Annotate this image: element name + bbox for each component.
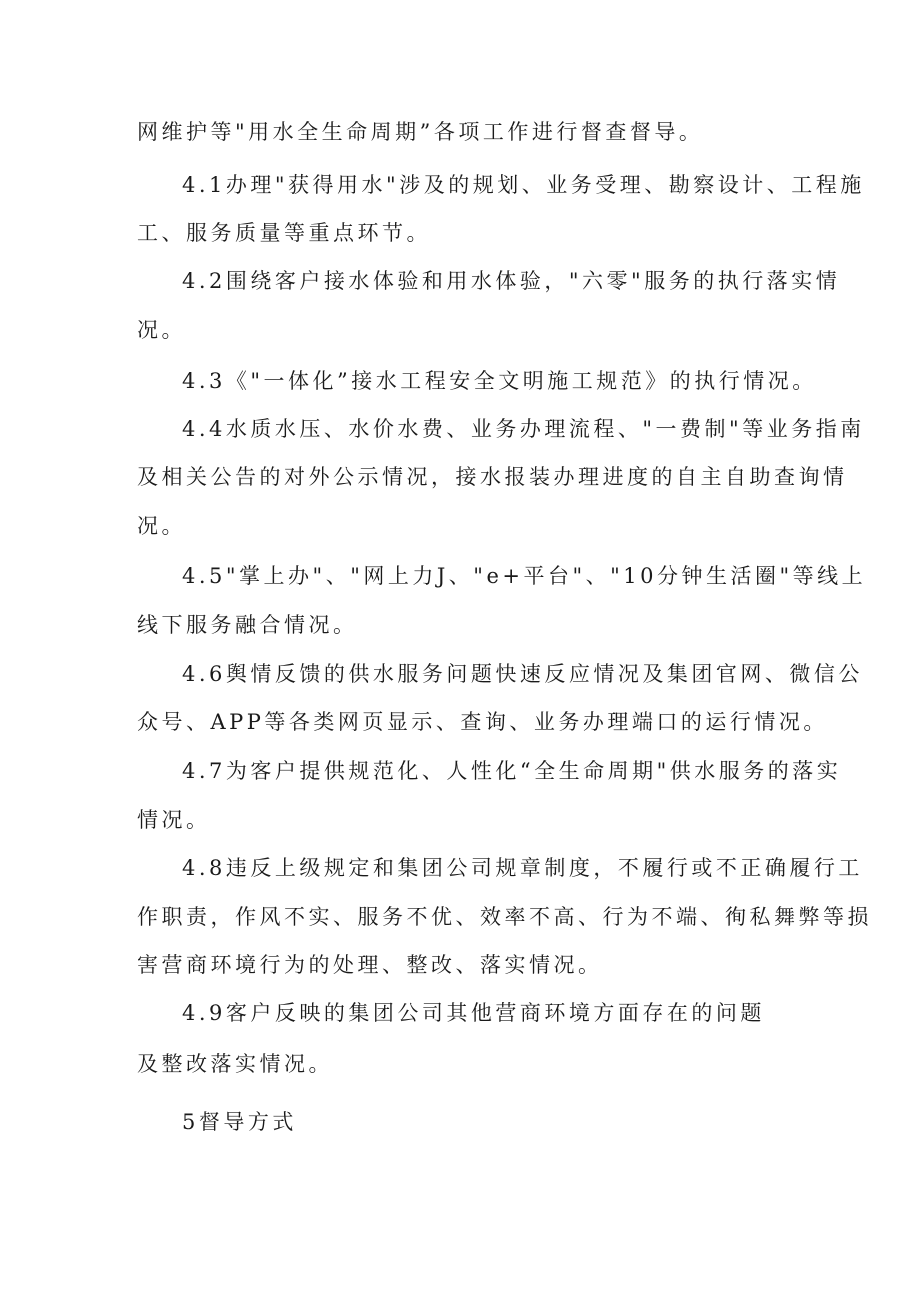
- paragraph-line: 作职责，作风不实、服务不优、效率不高、行为不端、徇私舞弊等损: [137, 905, 872, 929]
- paragraph-line: 4.4水质水压、水价水费、业务办理流程、"一费制"等业务指南: [182, 417, 865, 441]
- paragraph-line: 4.3《"一体化”接水工程安全文明施工规范》的执行情况。: [182, 369, 817, 393]
- paragraph-line: 4.9客户反映的集团公司其他营商环境方面存在的问题: [182, 1001, 765, 1025]
- paragraph-line: 害营商环境行为的处理、整改、落实情况。: [137, 953, 603, 977]
- paragraph-line: 及相关公告的对外公示情况，接水报装办理进度的自主自助查询情: [137, 465, 848, 489]
- section-heading: 5督导方式: [182, 1110, 297, 1134]
- paragraph-line: 4.7为客户提供规范化、人性化“全生命周期"供水服务的落实: [182, 759, 842, 783]
- paragraph-line: 4.5"掌上办"、"网上力J、"e+平台"、"10分钟生活圈"等线上: [182, 564, 867, 588]
- paragraph-line: 4.6舆情反馈的供水服务问题快速反应情况及集团官网、微信公: [182, 662, 863, 686]
- paragraph-line: 线下服务融合情况。: [137, 613, 358, 637]
- paragraph-line: 况。: [137, 514, 186, 538]
- paragraph-line: 4.1办理"获得用水"涉及的规划、业务受理、勘察设计、工程施: [182, 173, 865, 197]
- paragraph-line: 众号、APP等各类网页显示、查询、业务办理端口的运行情况。: [137, 710, 828, 734]
- paragraph-line: 及整改落实情况。: [137, 1052, 333, 1076]
- paragraph-line: 4.2围绕客户接水体验和用水体验，"六零"服务的执行落实情: [182, 269, 841, 293]
- paragraph-line: 4.8违反上级规定和集团公司规章制度，不履行或不正确履行工: [182, 856, 863, 880]
- paragraph-line: 网维护等"用水全生命周期”各项工作进行督查督导。: [137, 120, 704, 144]
- paragraph-line: 工、服务质量等重点环节。: [137, 221, 431, 245]
- paragraph-line: 况。: [137, 318, 186, 342]
- paragraph-line: 情况。: [137, 808, 211, 832]
